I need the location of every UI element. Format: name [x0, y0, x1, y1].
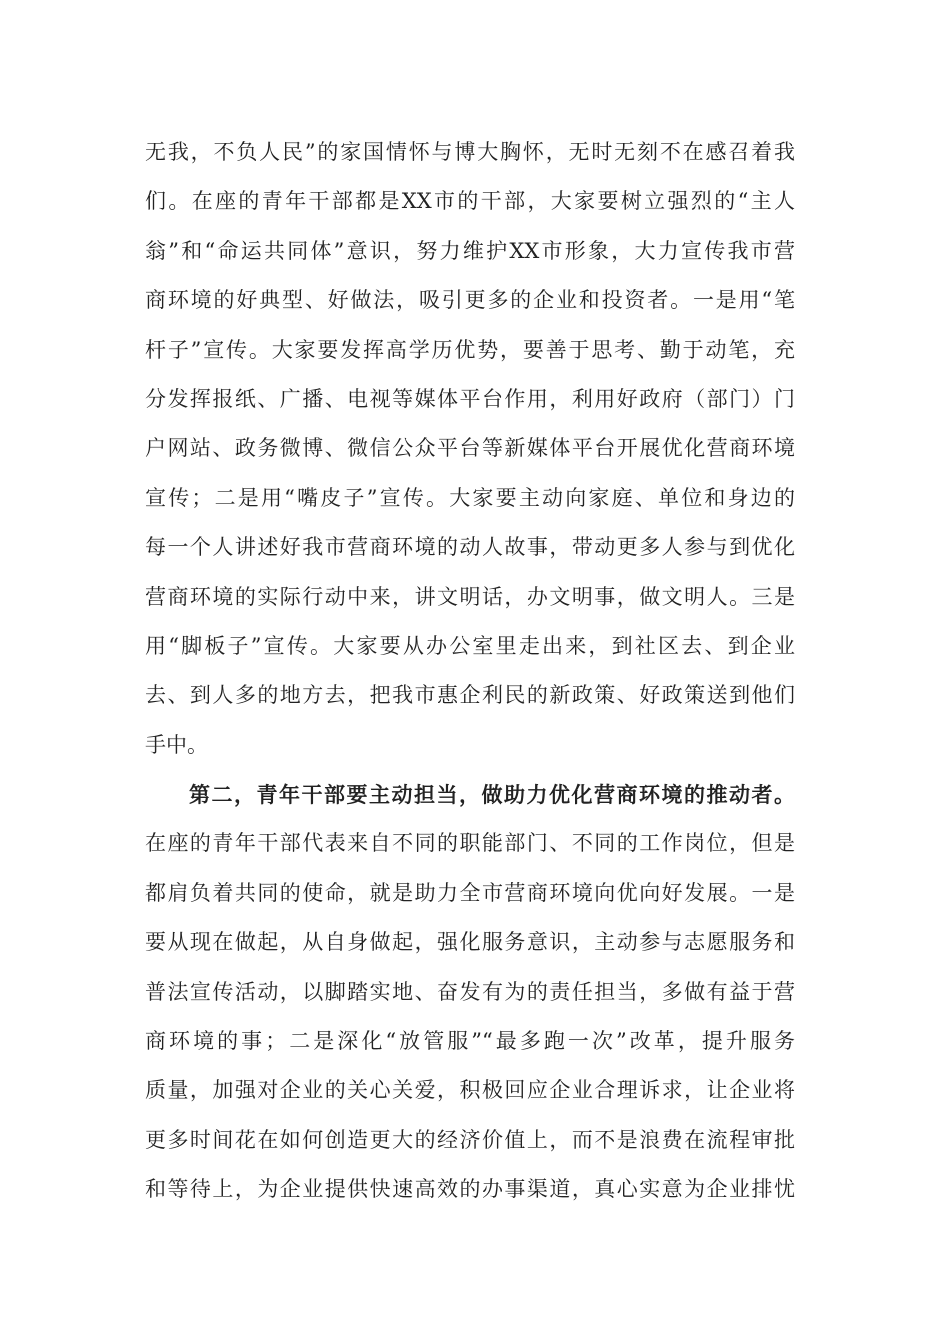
text-line: 手中。 — [145, 732, 208, 757]
text-line: 要从现在做起，从自身做起，强化服务意识，主动参与志愿服务和 — [145, 930, 795, 955]
text-line: 宣传；二是用“嘴皮子”宣传。大家要主动向家庭、单位和身边的 — [145, 485, 795, 510]
text-line: 用“脚板子”宣传。大家要从办公室里走出来，到社区去、到企业 — [145, 633, 795, 658]
text-line: 商环境的好典型、好做法，吸引更多的企业和投资者。一是用“笔 — [145, 288, 795, 313]
text-line: 们。在座的青年干部都是XX市的干部，大家要树立强烈的“主人 — [145, 189, 795, 214]
paragraph-1 — [145, 128, 795, 770]
text-line: 更多时间花在如何创造更大的经济价值上，而不是浪费在流程审批 — [145, 1127, 795, 1152]
text-line: 在座的青年干部代表来自不同的职能部门、不同的工作岗位，但是 — [145, 831, 795, 856]
text-line: 都肩负着共同的使命，就是助力全市营商环境向优向好发展。一是 — [145, 880, 795, 905]
text-line: 分发挥报纸、广播、电视等媒体平台作用，利用好政府（部门）门 — [145, 386, 795, 411]
text-line: 每一个人讲述好我市营商环境的动人故事，带动更多人参与到优化 — [145, 535, 795, 560]
section-heading: 第二，青年干部要主动担当，做助力优化营商环境的推动者。 — [189, 782, 795, 808]
text-line: 营商环境的实际行动中来，讲文明话，办文明事，做文明人。三是 — [145, 584, 795, 609]
text-line: 质量，加强对企业的关心关爱，积极回应企业合理诉求，让企业将 — [145, 1078, 795, 1103]
text-line: 无我，不负人民”的家国情怀与博大胸怀，无时无刻不在感召着我 — [145, 140, 795, 164]
paragraph-2 — [145, 770, 795, 1215]
text-line: 和等待上，为企业提供快速高效的办事渠道，真心实意为企业排忧 — [145, 1177, 795, 1202]
text-line: 杆子”宣传。大家要发挥高学历优势，要善于思考、勤于动笔，充 — [145, 337, 795, 362]
document-body — [145, 128, 795, 1215]
text-line: 商环境的事；二是深化“放管服”“最多跑一次”改革，提升服务 — [145, 1029, 795, 1054]
text-line: 普法宣传活动，以脚踏实地、奋发有为的责任担当，多做有益于营 — [145, 979, 795, 1004]
text-line: 户网站、政务微博、微信公众平台等新媒体平台开展优化营商环境 — [145, 436, 795, 461]
text-line: 去、到人多的地方去，把我市惠企利民的新政策、好政策送到他们 — [145, 683, 795, 708]
text-line: 翁”和“命运共同体”意识，努力维护XX市形象，大力宣传我市营 — [145, 238, 795, 263]
